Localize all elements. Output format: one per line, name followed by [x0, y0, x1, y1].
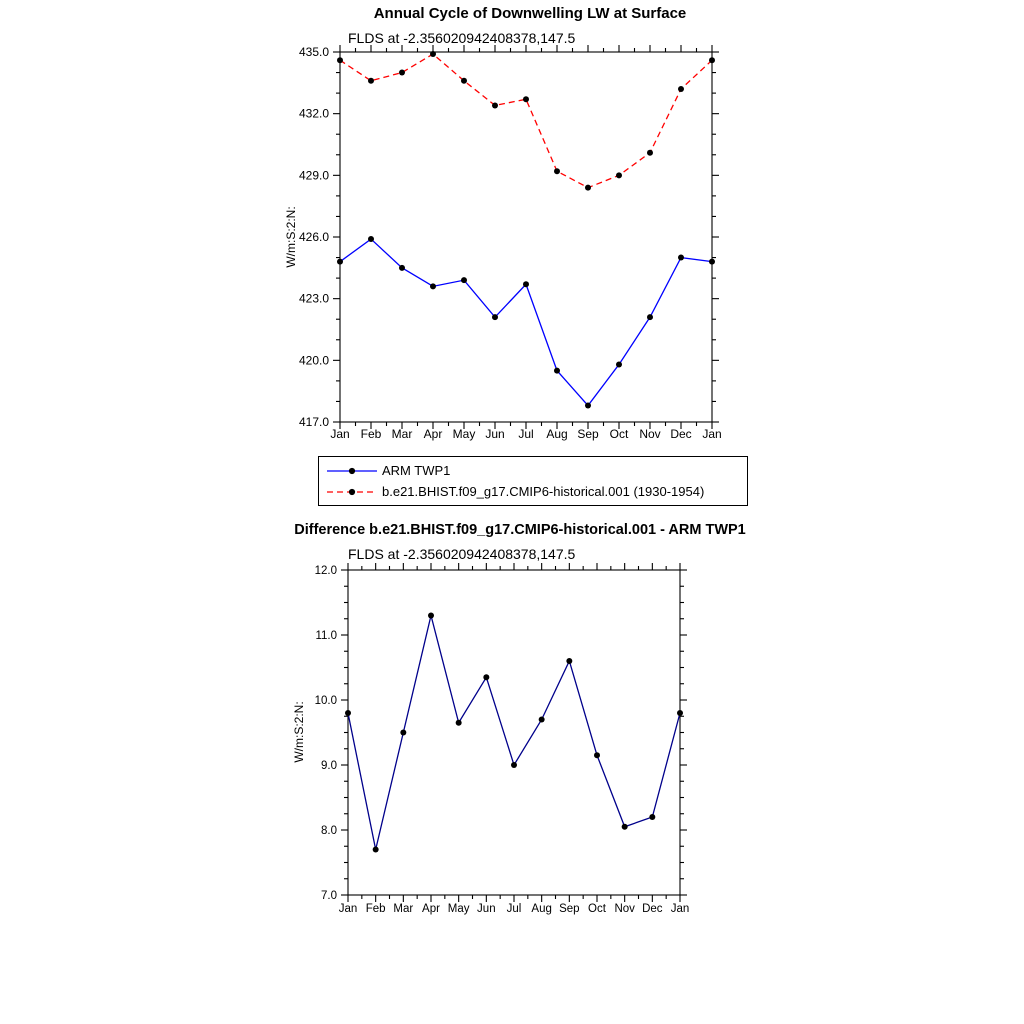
svg-text:May: May [447, 903, 470, 915]
annual-cycle-y-axis-label: W/m:S:2:N: [284, 206, 298, 268]
svg-text:11.0: 11.0 [315, 630, 337, 642]
legend-item-arm-twp1 [325, 460, 741, 481]
svg-text:Jun: Jun [477, 903, 496, 915]
svg-text:Mar: Mar [391, 427, 413, 441]
svg-text:Apr: Apr [422, 903, 440, 915]
solid-line-marker-icon [325, 464, 379, 478]
svg-text:Oct: Oct [588, 903, 606, 915]
annual-cycle-title: Annual Cycle of Downwelling LW at Surface [373, 5, 687, 22]
annual-cycle-subtitle: FLDS at -2.356020942408378,147.5 [348, 30, 576, 46]
svg-text:Nov: Nov [639, 427, 661, 441]
svg-text:Jul: Jul [518, 427, 534, 441]
svg-text:Sep: Sep [559, 903, 580, 915]
svg-text:423.0: 423.0 [298, 291, 329, 306]
svg-text:Jul: Jul [506, 903, 522, 915]
svg-text:9.0: 9.0 [321, 760, 337, 772]
difference-chart-canvas [260, 560, 740, 922]
svg-text:Jan: Jan [702, 427, 722, 441]
svg-text:420.0: 420.0 [298, 353, 329, 368]
svg-text:Feb: Feb [360, 427, 382, 441]
difference-y-axis-label: W/m:S:2:N: [292, 701, 306, 763]
svg-text:429.0: 429.0 [298, 168, 329, 183]
svg-text:432.0: 432.0 [298, 106, 329, 121]
svg-text:10.0: 10.0 [314, 695, 337, 707]
difference-subtitle: FLDS at -2.356020942408378,147.5 [348, 546, 576, 562]
svg-text:426.0: 426.0 [298, 230, 329, 244]
svg-text:Jun: Jun [485, 427, 505, 441]
svg-text:417.0: 417.0 [298, 415, 329, 429]
svg-text:Oct: Oct [609, 427, 629, 441]
legend-item-model [325, 481, 741, 502]
dashed-line-marker-icon [325, 485, 379, 499]
legend-box [318, 456, 748, 506]
svg-text:Mar: Mar [393, 903, 414, 915]
svg-text:7.0: 7.0 [321, 890, 337, 902]
svg-text:Dec: Dec [670, 427, 692, 441]
svg-text:Jan: Jan [338, 903, 358, 915]
svg-text:Feb: Feb [365, 903, 386, 915]
svg-text:Dec: Dec [642, 903, 663, 915]
svg-text:Nov: Nov [614, 903, 635, 915]
svg-text:Jan: Jan [330, 427, 350, 441]
legend-dot [349, 488, 355, 494]
annual-cycle-chart-canvas [260, 44, 740, 446]
svg-text:Jan: Jan [670, 903, 690, 915]
legend-label-model: b.e21.BHIST.f09_g17.CMIP6-historical.001 (1930-1954) [382, 484, 705, 499]
svg-text:May: May [452, 427, 476, 441]
legend-label-arm-twp1: ARM TWP1 [382, 463, 451, 478]
legend-dot [349, 467, 355, 473]
svg-text:Apr: Apr [423, 427, 443, 441]
svg-text:Aug: Aug [546, 427, 568, 441]
svg-text:Sep: Sep [577, 427, 599, 441]
svg-text:Aug: Aug [531, 903, 552, 915]
difference-title: Difference b.e21.BHIST.f09_g17.CMIP6-historical.001 - ARM TWP1 [294, 522, 746, 538]
svg-text:435.0: 435.0 [298, 45, 329, 59]
svg-text:8.0: 8.0 [321, 825, 337, 837]
svg-text:12.0: 12.0 [314, 565, 337, 577]
